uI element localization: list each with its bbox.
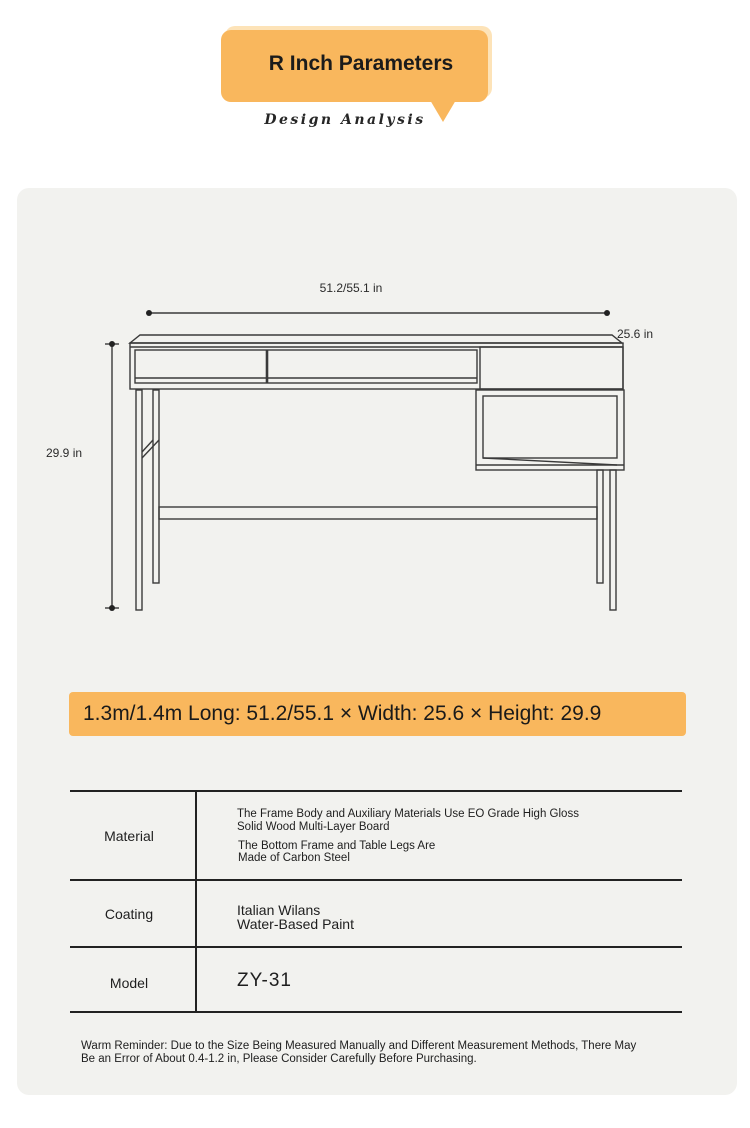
table-divider [70, 1011, 682, 1013]
desk-right-drawer [480, 347, 623, 389]
desk-right-cabinet [476, 390, 624, 470]
depth-dimension-label: 25.6 in [617, 327, 654, 341]
coating-value-line: Water-Based Paint [237, 916, 354, 932]
material-value-line: Made of Carbon Steel [238, 852, 350, 864]
warm-reminder [81, 1040, 681, 1066]
desk-legs [136, 390, 616, 610]
spec-table [70, 790, 682, 1013]
table-divider [70, 790, 682, 792]
desk-left-drawers [135, 350, 477, 383]
material-value-line: The Bottom Frame and Table Legs Are [238, 840, 436, 852]
dimensions-banner-text: 1.3m/1.4m Long: 51.2/55.1 × Width: 25.6 × Height: 29.9 [83, 702, 602, 725]
table-divider [70, 946, 682, 948]
dimensions-banner [69, 692, 686, 736]
warm-reminder-line: Be an Error of About 0.4-1.2 in, Please Consider Carefully Before Purchasing. [81, 1053, 477, 1065]
model-label: Model [109, 975, 149, 991]
coating-value-line: Italian Wilans [237, 902, 321, 918]
material-label: Material [104, 828, 154, 844]
model-value: ZY-31 [237, 970, 292, 991]
height-dimension-label: 29.9 in [46, 446, 83, 460]
coating-label: Coating [104, 906, 154, 922]
material-value-line: The Frame Body and Auxiliary Materials Use EO Grade High Gloss [237, 808, 579, 820]
desk-bottom-stretcher [159, 507, 597, 519]
material-value-line: Solid Wood Multi-Layer Board [237, 821, 390, 833]
page-title: R Inch Parameters [268, 52, 454, 75]
width-dimension-label: 51.2/55.1 in [319, 281, 383, 295]
desk-top [130, 335, 623, 389]
page-subtitle: Design Analysis [264, 112, 426, 128]
warm-reminder-line: Warm Reminder: Due to the Size Being Measured Manually and Different Measurement Methods, There May [81, 1040, 637, 1052]
table-divider [70, 879, 682, 881]
table-column-divider [195, 790, 197, 1013]
